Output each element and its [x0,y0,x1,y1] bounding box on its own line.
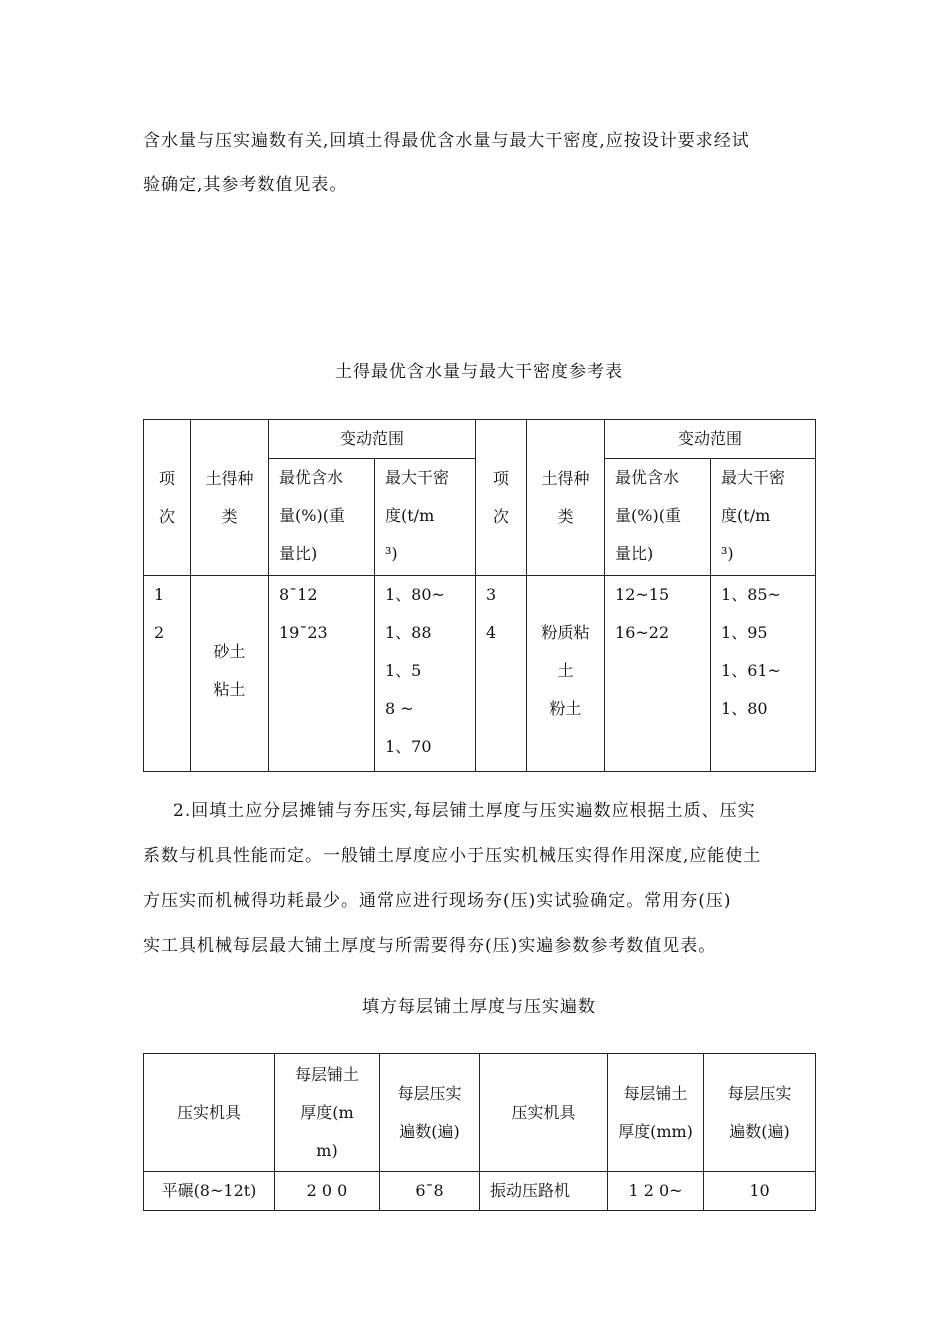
t2-cell-thickness: 2 0 0 [275,1172,380,1211]
header-moisture-left: 最优含水 量(%)(重 量比) [269,459,375,576]
header-range-left: 变动范围 [269,420,476,459]
table2 [143,1053,816,1211]
t2-cell-passes2: 10 [704,1172,816,1211]
left-moisture-cell: 8¯12 19¯23 [269,576,375,772]
para2-line-3: 方压实而机械得功耗最少。通常应进行现场夯(压)实试验确定。常用夯(压) [143,891,732,911]
header-soil-left: 土得种 类 [191,420,269,576]
right-no-cell: 3 4 [476,576,527,772]
intro-line-1: 含水量与压实遍数有关,回填土得最优含水量与最大干密度,应按设计要求经试 [143,131,750,151]
header-moisture-right: 最优含水 量(%)(重 量比) [605,459,711,576]
header-soil-right: 土得种 类 [527,420,605,576]
header-no-left: 项 次 [144,420,191,576]
left-no-cell: 1 2 [144,576,191,772]
header-density-right: 最大干密 度(t/m ³) [711,459,816,576]
t2-header-machine-left: 压实机具 [144,1054,275,1172]
t2-header-passes-right: 每层压实 遍数(遍) [704,1054,816,1172]
table2-caption: 填方每层铺土厚度与压实遍数 [362,997,596,1017]
t2-cell-machine2: 振动压路机 [480,1172,608,1211]
para2-line-1: 2.回填土应分层摊铺与夯压实,每层铺土厚度与压实遍数应根据土质、压实 [173,801,756,821]
left-soil-cell: 砂土 粘土 [191,576,269,772]
header-no-right: 项 次 [476,420,527,576]
right-density-cell: 1、85~ 1、95 1、61~ 1、80 [711,576,816,772]
right-moisture-cell: 12~15 16~22 [605,576,711,772]
header-range-right: 变动范围 [605,420,816,459]
left-density-cell: 1、80~ 1、88 1、5 8 ~ 1、70 [375,576,476,772]
header-density-left: 最大干密 度(t/m ³) [375,459,476,576]
t2-cell-thickness2: 1 2 0~ [608,1172,704,1211]
table-row [144,1172,816,1211]
table1-caption: 土得最优含水量与最大干密度参考表 [335,362,623,382]
right-soil-cell: 粉质粘 土 粉土 [527,576,605,772]
t2-header-machine-right: 压实机具 [480,1054,608,1172]
para2-line-4: 实工具机械每层最大铺土厚度与所需要得夯(压)实遍参数参考数值见表。 [143,936,717,956]
table1 [143,419,816,772]
t2-cell-passes: 6¯8 [380,1172,480,1211]
intro-line-2: 验确定,其参考数值见表。 [143,175,348,195]
t2-cell-machine: 平碾(8~12t) [144,1172,275,1211]
t2-header-thickness-left: 每层铺土 厚度(m m) [275,1054,380,1172]
para2-line-2: 系数与机具性能而定。一般铺土厚度应小于压实机械压实得作用深度,应能使土 [143,846,762,866]
t2-header-thickness-right: 每层铺土 厚度(mm) [608,1054,704,1172]
t2-header-passes-left: 每层压实 遍数(遍) [380,1054,480,1172]
